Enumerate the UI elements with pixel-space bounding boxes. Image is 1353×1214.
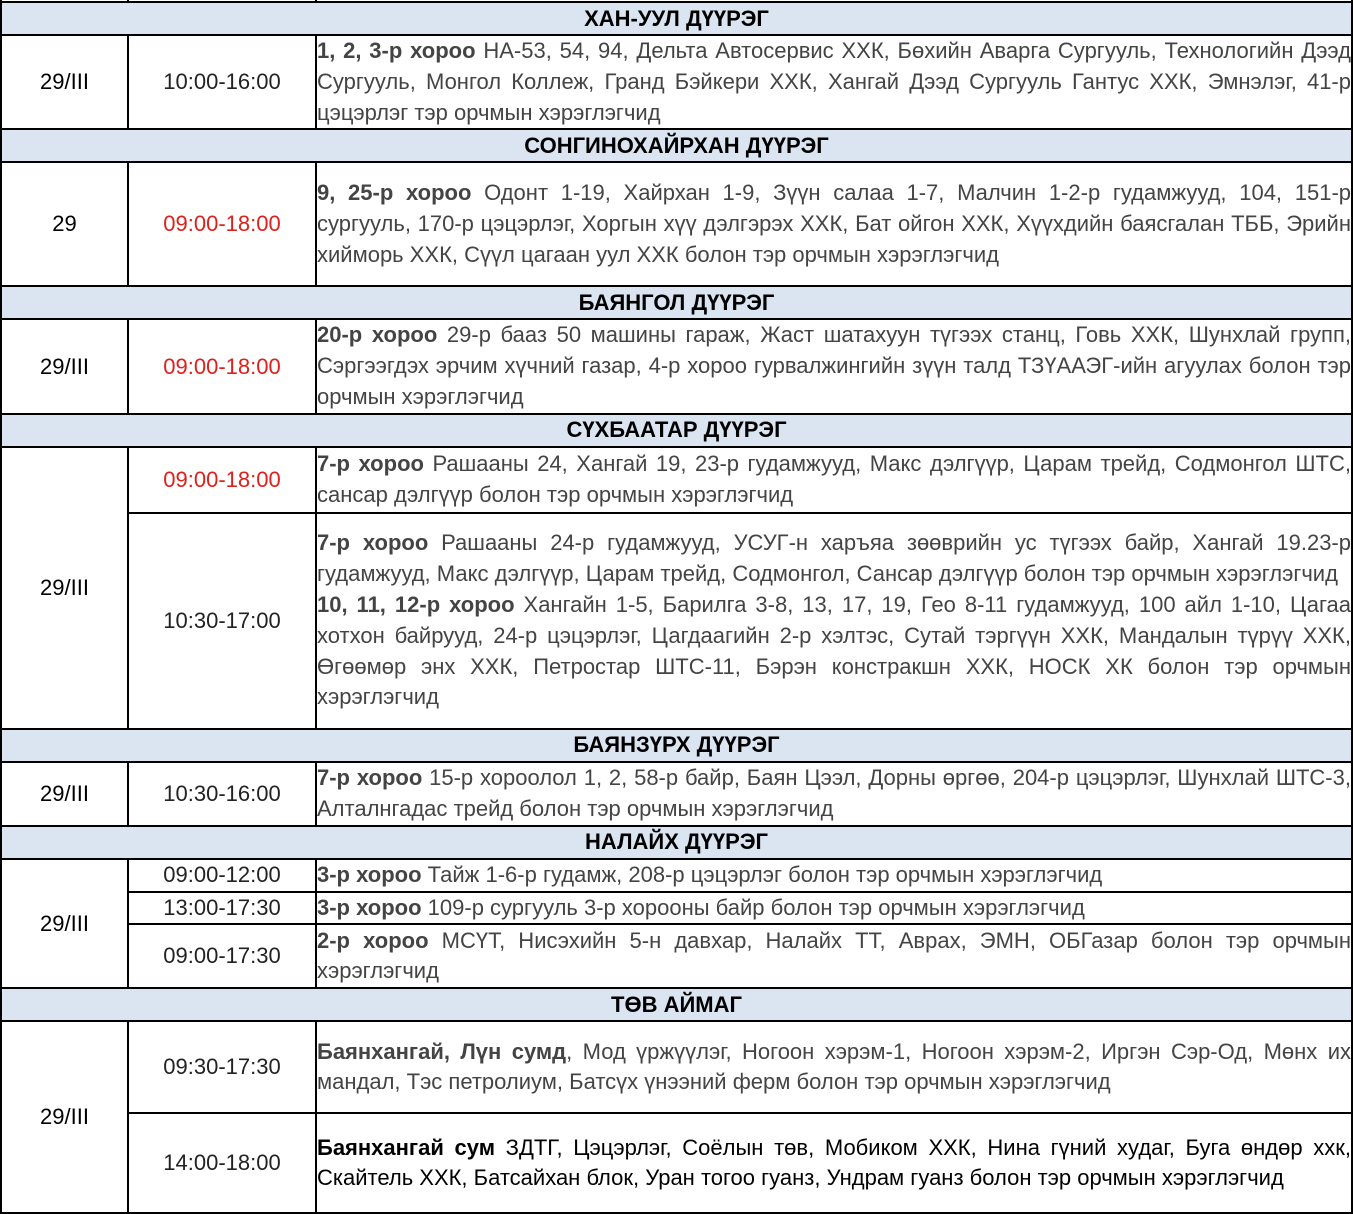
date-cell: 29/III (1, 859, 128, 989)
description-cell (316, 1021, 1352, 1113)
section-header-tuv-aimag (1, 988, 1352, 1021)
section-title: СОНГИНОХАЙРХАН ДҮҮРЭГ (1, 129, 1352, 162)
date-cell: 29/III (1, 1021, 128, 1213)
time-cell: 09:00-18:00 (128, 319, 316, 413)
khoroo-label: 7-р хороо (317, 530, 429, 556)
description-text: Рашааны 24-р гудамжууд, УСУГ-н харъяа зөөврийн ус түгээх байр, Хангай 19.23-р гудамжууд, Макс дэлгүүр, Царам трейд, Содмонгол, Сансар дэлгүүр болон тэр орчмын хэрэглэгчид (317, 530, 1351, 587)
table-row (1, 513, 1352, 729)
table-row (1, 319, 1352, 413)
description-cell (316, 1113, 1352, 1213)
time-cell: 13:00-17:30 (128, 892, 316, 925)
description-cell (316, 762, 1352, 826)
section-header-bayangol (1, 286, 1352, 319)
khoroo-label: 10, 11, 12-р хороо (317, 591, 515, 617)
description-text: Рашааны 24, Хангай 19, 23-р гудамжууд, Макс дэлгүүр, Царам трейд, Содмонгол ШТС, сансар дэлгүүр болон тэр орчмын хэрэглэгчид (317, 450, 1351, 507)
description-text: ЗДТГ, Цэцэрлэг, Соёлын төв, Мобиком ХХК, Нина гүний худаг, Буга өндөр ххк, Скайтель ХХК, Батсайхан блок, Уран тогоо гуанз, Ундрам гуанз болон тэр орчмын хэрэглэгчид (317, 1134, 1351, 1191)
description-text: МСҮТ, Нисэхийн 5-н давхар, Налайх ТТ, Аврах, ЭМН, ОБГазар болон тэр орчмын хэрэглэгчид (317, 927, 1351, 984)
section-header-bayanzurkh (1, 729, 1352, 762)
description-cell (316, 162, 1352, 286)
khoroo-label: 3-р хороо (317, 894, 422, 920)
table-row (1, 859, 1352, 892)
section-title: НАЛАЙХ ДҮҮРЭГ (1, 826, 1352, 859)
section-title: СҮХБААТАР ДҮҮРЭГ (1, 414, 1352, 447)
time-cell: 10:30-16:00 (128, 762, 316, 826)
section-title: БАЯНГОЛ ДҮҮРЭГ (1, 286, 1352, 319)
section-header-khan-uul (1, 2, 1352, 35)
khoroo-label: 2-р хороо (317, 927, 429, 953)
time-cell: 10:30-17:00 (128, 513, 316, 729)
description-text: НА-53, 54, 94, Дельта Автосервис ХХК, Бөхийн Аварга Сургууль, Технологийн Дээд Сургууль, Монгол Коллеж, Гранд Бэйкери ХХК, Хангай Дээд Сургууль Гантус ХХК, Эмнэлэг, 41-р цэцэрлэг тэр орчмын хэрэглэгчид (317, 38, 1351, 125)
description-text: , Мод үржүүлэг, Ногоон хэрэм-1, Ногоон хэрэм-2, Иргэн Сэр-Од, Мөнх их мандал, Тэс петролиум, Батсүх үнээний ферм болон тэр орчмын хэрэглэгчид (317, 1038, 1351, 1095)
table-row (1, 892, 1352, 925)
description-cell (316, 892, 1352, 925)
table-row (1, 924, 1352, 988)
description-text: Тайж 1-6-р гудамж, 208-р цэцэрлэг болон тэр орчмын хэрэглэгчид (421, 861, 1103, 887)
description-cell (316, 513, 1352, 729)
section-title: ТӨВ АЙМАГ (1, 988, 1352, 1021)
table-row (1, 1021, 1352, 1113)
description-text: 29-р бааз 50 машины гараж, Жаст шатахуун түгээх станц, Говь ХХК, Шунхлай групп, Сэргээгдэх эрчим хүчний газар, 4-р хороо гурвалжингийн зүүн талд ТЗҮААЭГ-ийн агуулах болон тэр орчмын хэрэглэгчид (317, 322, 1351, 409)
table-row (1, 1113, 1352, 1213)
time-cell: 09:00-12:00 (128, 859, 316, 892)
khoroo-label: 7-р хороо (317, 450, 424, 476)
time-cell: 09:30-17:30 (128, 1021, 316, 1113)
date-cell: 29 (1, 162, 128, 286)
description-text: 15-р хороолол 1, 2, 58-р байр, Баян Цээл, Дорны өргөө, 204-р цэцэрлэг, Шунхлай ШТС-3, Алталнгадас трейд болон тэр орчмын хэрэглэгчид (317, 764, 1351, 821)
section-header-songinokhairkhan (1, 129, 1352, 162)
table-row (1, 762, 1352, 826)
khoroo-label: 9, 25-р хороо (317, 180, 472, 206)
time-cell: 09:00-17:30 (128, 924, 316, 988)
section-title: ХАН-УУЛ ДҮҮРЭГ (1, 2, 1352, 35)
table-row (1, 162, 1352, 286)
table-row (1, 35, 1352, 129)
section-header-sukhbaatar (1, 414, 1352, 447)
description-text: Хангайн 1-5, Барилга 3-8, 13, 17, 19, Гео 8-11 гудамжууд, 100 айл 1-10, Цагаа хотхон байрууд, 24-р цэцэрлэг, Цагдаагийн 2-р хэлтэс, Сутай тэргүүн ХХК, Мандалын түрүү ХХК, Өгөөмөр энх ХХК, Петростар ШТС-11, Бэрэн констракшн ХХК, НОСК ХК болон тэр орчмын хэрэглэгчид (317, 591, 1351, 710)
khoroo-label: 20-р хороо (317, 322, 438, 348)
section-header-nalaikh (1, 826, 1352, 859)
khoroo-label: Баянхангай сум (317, 1134, 495, 1160)
khoroo-label: Баянхангай, Лүн сумд (317, 1038, 567, 1064)
description-cell (316, 924, 1352, 988)
table-row (1, 447, 1352, 513)
date-cell: 29/III (1, 762, 128, 826)
description-cell (316, 319, 1352, 413)
time-cell: 09:00-18:00 (128, 162, 316, 286)
time-cell: 09:00-18:00 (128, 447, 316, 513)
description-cell (316, 859, 1352, 892)
date-cell: 29/III (1, 447, 128, 729)
date-cell: 29/III (1, 35, 128, 129)
date-cell: 29/III (1, 319, 128, 413)
section-title: БАЯНЗҮРХ ДҮҮРЭГ (1, 729, 1352, 762)
description-text: Одонт 1-19, Хайрхан 1-9, Зүүн салаа 1-7, Малчин 1-2-р гудамжууд, 104, 151-р сургууль, 170-р цэцэрлэг, Хоргын хүү дэлгэрэх ХХК, Бат ойгон ХХК, Хүүхдийн баясгалан ТББ, Эрийн хийморь ХХК, Сүүл цагаан уул ХХК болон тэр орчмын хэрэглэгчид (317, 180, 1351, 267)
time-cell: 10:00-16:00 (128, 35, 316, 129)
description-cell (316, 447, 1352, 513)
khoroo-label: 7-р хороо (317, 764, 423, 790)
description-cell (316, 35, 1352, 129)
time-cell: 14:00-18:00 (128, 1113, 316, 1213)
khoroo-label: 1, 2, 3-р хороо (317, 38, 476, 63)
khoroo-label: 3-р хороо (317, 861, 422, 887)
description-block (317, 590, 1351, 713)
description-text: 109-р сургууль 3-р хорооны байр болон тэр орчмын хэрэглэгчид (421, 894, 1085, 920)
description-block (317, 528, 1351, 590)
